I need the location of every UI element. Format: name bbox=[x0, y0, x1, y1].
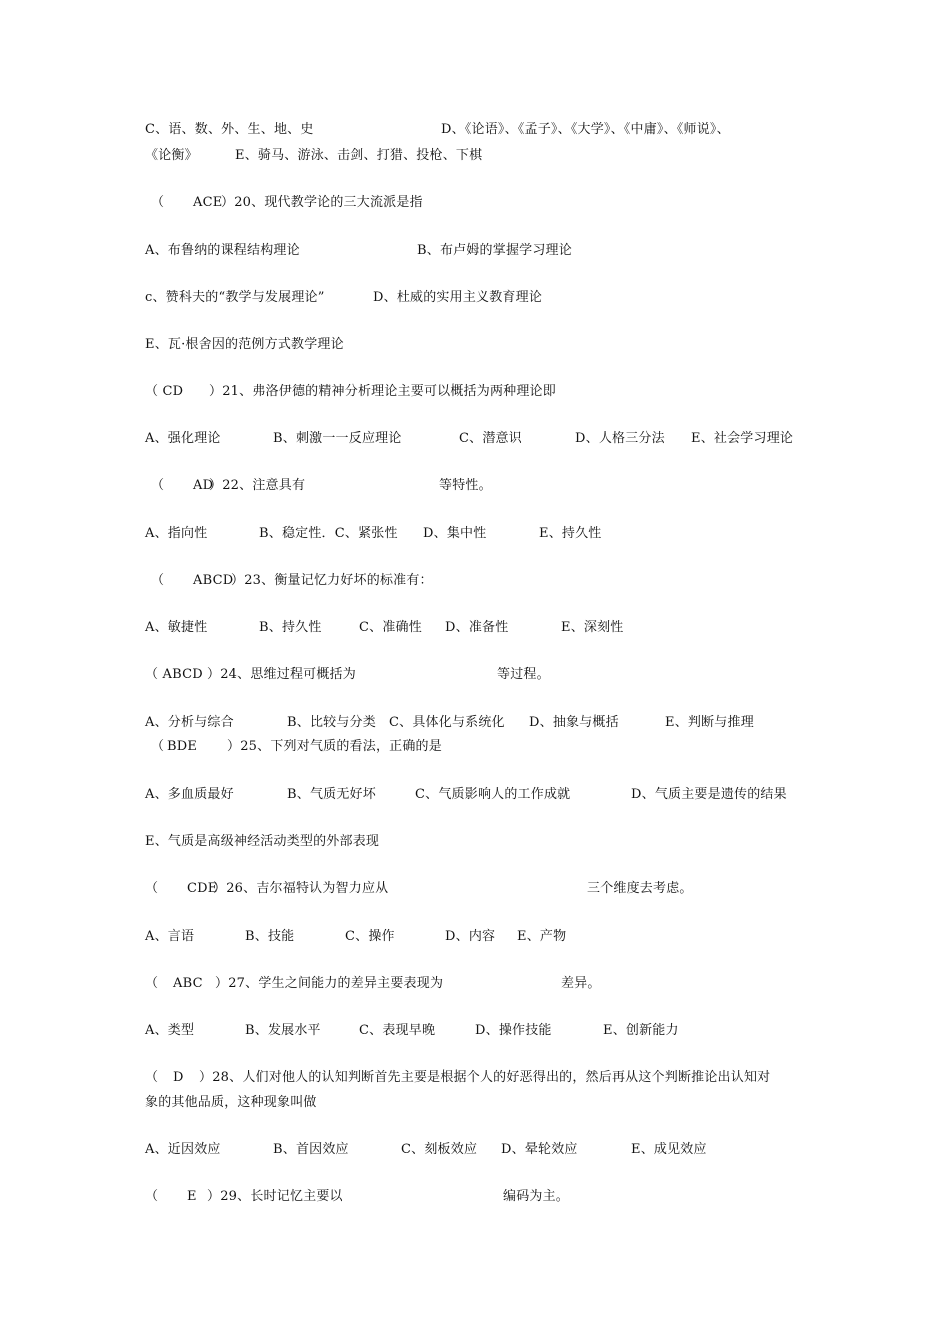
option-a: A、近因效应 bbox=[145, 1142, 221, 1157]
option-a: A、布鲁纳的课程结构理论 bbox=[145, 243, 300, 258]
answer-paren: （ bbox=[145, 1070, 159, 1085]
option-b: B、首因效应 bbox=[273, 1142, 349, 1157]
option-b: B、技能 bbox=[245, 929, 295, 944]
question-text: ）27、学生之间能力的差异主要表现为 bbox=[215, 976, 444, 991]
answer-key: AD bbox=[193, 478, 214, 493]
question-text: ）29、长时记忆主要以 bbox=[207, 1189, 343, 1204]
question-text: ）26、吉尔福特认为智力应从 bbox=[213, 881, 389, 896]
option-e: E、深刻性 bbox=[561, 620, 624, 635]
answer-paren: （ bbox=[151, 739, 165, 754]
question-text: ）28、人们对他人的认知判断首先主要是根据个人的好恶得出的，然后再从这个判断推论出认知对 bbox=[199, 1070, 771, 1085]
option-c: c、赞科夫的“教学与发展理论” bbox=[145, 290, 325, 305]
option-a: A、强化理论 bbox=[145, 431, 221, 446]
option-d: D、内容 bbox=[445, 929, 496, 944]
question-29 bbox=[145, 1189, 570, 1285]
option-d: D、集中性 bbox=[423, 526, 487, 541]
answer-paren: （ bbox=[145, 881, 159, 896]
answer-paren: （ bbox=[151, 195, 165, 210]
option-b: B、布卢姆的掌握学习理论 bbox=[417, 243, 572, 258]
option-a: A、类型 bbox=[145, 1023, 195, 1038]
question-text: ）23、衡量记忆力好坏的标准有： bbox=[231, 573, 433, 588]
answer-key: CDE bbox=[187, 881, 218, 896]
option-d: D、杜威的实用主义教育理论 bbox=[373, 290, 543, 305]
answer-key: ACE bbox=[193, 195, 223, 210]
question-text: ）22、注意具有 bbox=[209, 478, 306, 493]
option-a: A、分析与综合 bbox=[145, 715, 234, 730]
option-d: D、晕轮效应 bbox=[501, 1142, 578, 1157]
options-line bbox=[145, 337, 344, 385]
answer-paren: （ bbox=[151, 573, 165, 588]
option-e: E、成见效应 bbox=[631, 1142, 707, 1157]
option-c: C、气质影响人的工作成就 bbox=[415, 787, 571, 802]
option-e: E、产物 bbox=[517, 929, 567, 944]
option-b-c: B、稳定性．C、紧张性 bbox=[259, 526, 398, 541]
option-e: E、判断与推理 bbox=[665, 715, 754, 730]
option-e: E、气质是高级神经活动类型的外部表现 bbox=[145, 834, 380, 849]
option-a: A、指向性 bbox=[145, 526, 208, 541]
option-e: E、持久性 bbox=[539, 526, 602, 541]
option-a: A、敏捷性 bbox=[145, 620, 208, 635]
option-a: A、多血质最好 bbox=[145, 787, 234, 802]
option-c: C、具体化与系统化 bbox=[389, 715, 505, 730]
option-d: D、抽象与概括 bbox=[529, 715, 619, 730]
question-text: ）20、现代教学论的三大流派是指 bbox=[221, 195, 423, 210]
answer-key: （ ABCD bbox=[145, 667, 203, 682]
question-text-tail: 等特性。 bbox=[439, 478, 492, 493]
option-d: D、操作技能 bbox=[475, 1023, 552, 1038]
option-d-classics: D、《论语》、《孟子》、《大学》、《中庸》、《师说》、 bbox=[441, 122, 730, 137]
option-c: C、操作 bbox=[345, 929, 395, 944]
answer-paren: （ bbox=[151, 478, 165, 493]
option-e-skills: E、骑马、游泳、击剑、打猎、投枪、下棋 bbox=[235, 148, 483, 163]
option-b: B、刺激一一反应理论 bbox=[273, 431, 402, 446]
question-28-continued bbox=[145, 1095, 317, 1143]
option-c-subjects: C、语、数、外、生、地、史 bbox=[145, 122, 314, 137]
question-text-tail: 差异。 bbox=[561, 976, 601, 991]
option-d: D、人格三分法 bbox=[575, 431, 665, 446]
question-text-tail: 三个维度去考虑。 bbox=[587, 881, 693, 896]
option-b: B、比较与分类 bbox=[287, 715, 376, 730]
option-c: C、准确性 bbox=[359, 620, 422, 635]
option-c: C、表现早晚 bbox=[359, 1023, 436, 1038]
question-text: ）21、弗洛伊德的精神分析理论主要可以概括为两种理论即 bbox=[209, 384, 556, 399]
answer-key: E bbox=[187, 1189, 197, 1204]
option-lunheng: 《论衡》 bbox=[145, 148, 198, 163]
answer-paren: （ bbox=[145, 1189, 159, 1204]
option-b: B、持久性 bbox=[259, 620, 322, 635]
option-d: D、准备性 bbox=[445, 620, 509, 635]
answer-key: BDE bbox=[167, 739, 198, 754]
option-c: C、刻板效应 bbox=[401, 1142, 478, 1157]
question-text-cont: 象的其他品质，这种现象叫做 bbox=[145, 1095, 317, 1110]
answer-key: D bbox=[173, 1070, 184, 1085]
question-text-tail: 等过程。 bbox=[497, 667, 550, 682]
options-line bbox=[145, 834, 380, 882]
option-e: E、创新能力 bbox=[603, 1023, 679, 1038]
question-text: ）24、思维过程可概括为 bbox=[207, 667, 356, 682]
answer-key: ABCD bbox=[193, 573, 234, 588]
option-b: B、气质无好坏 bbox=[287, 787, 376, 802]
answer-paren: （ bbox=[145, 976, 159, 991]
option-c: C、潜意识 bbox=[459, 431, 522, 446]
answer-key: （ CD bbox=[145, 384, 184, 399]
option-e: E、社会学习理论 bbox=[691, 431, 794, 446]
option-b: B、发展水平 bbox=[245, 1023, 321, 1038]
option-d: D、气质主要是遗传的结果 bbox=[631, 787, 787, 802]
option-e: E、瓦·根舍因的范例方式教学理论 bbox=[145, 337, 344, 352]
answer-key: ABC bbox=[173, 976, 203, 991]
option-a: A、言语 bbox=[145, 929, 195, 944]
question-text-tail: 编码为主。 bbox=[503, 1189, 570, 1204]
question-text: ）25、下列对气质的看法，正确的是 bbox=[227, 739, 442, 754]
